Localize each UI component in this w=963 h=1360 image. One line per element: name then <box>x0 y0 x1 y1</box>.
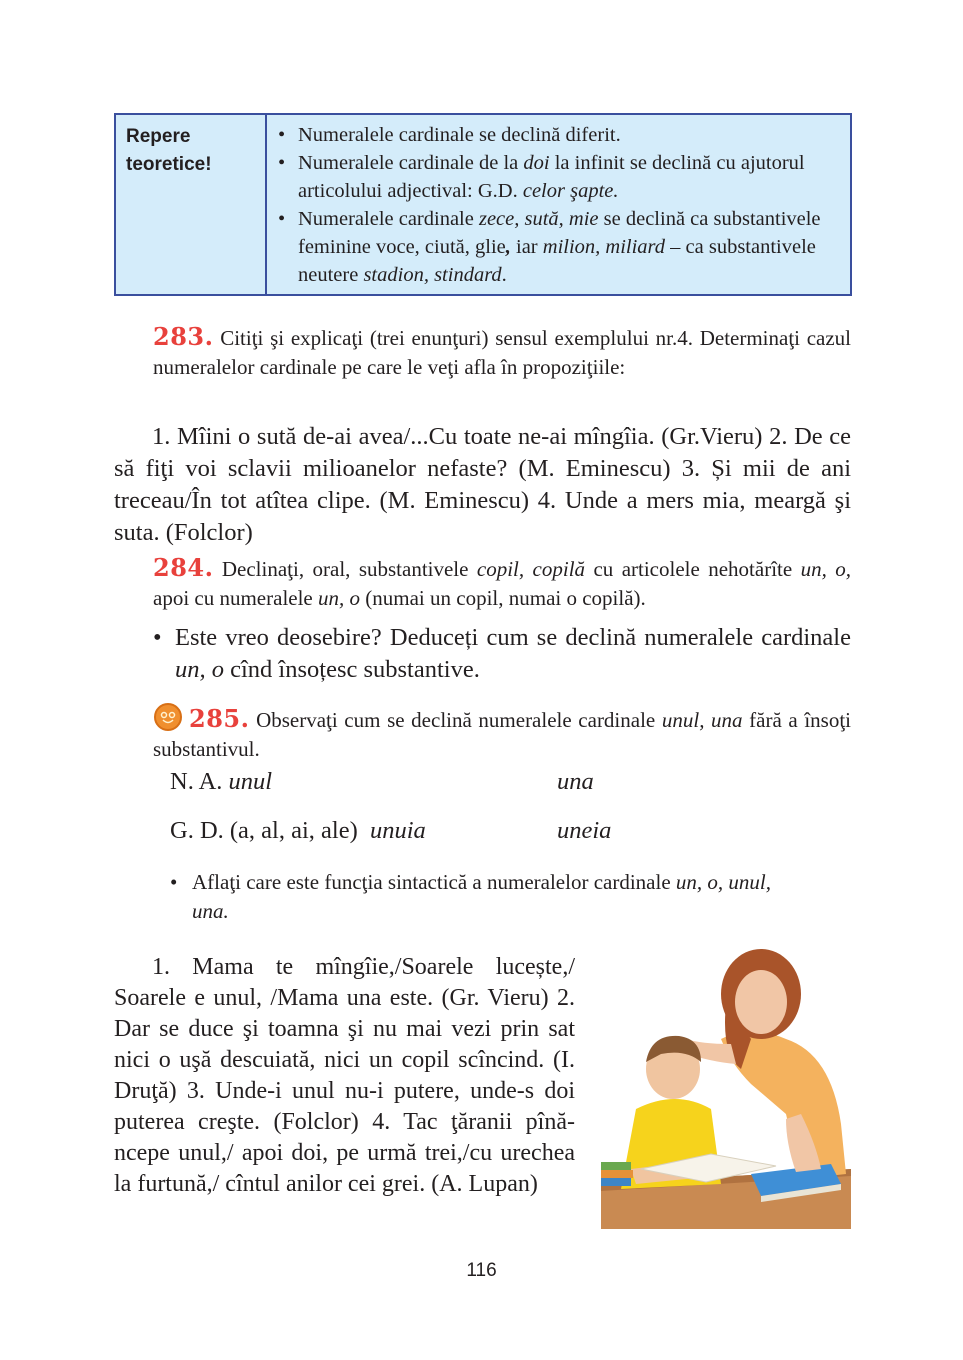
e284-b: copil, copilă <box>476 557 586 581</box>
e284-e: apoi cu numeralele <box>153 586 319 610</box>
e285-b: unul, una <box>661 708 743 732</box>
exercise-285-number: 285. <box>189 704 250 733</box>
t-b3i: . <box>501 264 507 286</box>
row2-masc: unuia <box>370 817 426 844</box>
e285-a: Observaţi cum se declină numeralele cardinale <box>256 708 662 732</box>
page-number: 116 <box>466 1260 497 1281</box>
e284-g: (numai un copil, numai o copilă). <box>360 586 646 610</box>
theory-bullet-1: • Numeralele cardinale se declină diferit. <box>278 124 621 146</box>
theory-heading-line2: teoretice! <box>126 154 212 175</box>
t-b2d: celor şapte. <box>522 180 619 202</box>
exercise-283-number: 283. <box>153 322 214 351</box>
theory-list <box>276 121 846 289</box>
e284-a: Declinaţi, oral, substantivele <box>221 557 477 581</box>
exercise-284-number: 284. <box>153 553 214 582</box>
e284-bullet-c: cînd însoțesc substantive. <box>224 656 480 683</box>
exercise-285-bullet <box>170 868 810 926</box>
bullet-dot: • <box>153 624 162 651</box>
row2-label: G. D. (a, al, ai, ale) <box>170 817 370 844</box>
exercise-283-text: 1. Mîini o sută de-ai avea/...Cu toate ne-ai mîngîia. (Gr.Vieru) 2. De ce să fiţi voi sclavii milioanelor nefaste? (M. Eminescu) 3. Și mii de ani treceau/În tot atîtea clipe. (M. Eminescu) 4. Unde a mers mia, meargă şi suta. (Folclor) <box>114 423 851 546</box>
e284-f: un, o <box>318 586 361 610</box>
exercise-283-instruction-text: Citiţi şi explicaţi (trei enunţuri) sensul exemplului nr.4. Determinaţi cazul numeralelor cardinale pe care le veţi afla în propoziţiile: <box>153 326 852 379</box>
declension-row-genitive <box>170 815 426 847</box>
e285-bullet-b: un, o, unul, una. <box>192 870 771 923</box>
row2-fem: uneia <box>557 817 612 844</box>
declension-row-genitive-fem <box>557 815 611 847</box>
exercise-285-text: 1. Mama te mîngîie,/Soarele lucește,/ Soarele e unul, /Mama una este. (Gr. Vieru) 2. Dar se duce şi toamna şi nu mai vezi prin sat nici o uşă descuiată, nici un copil scîncind. (I. Druţă) 3. Unde-i unul nu-i putere, unde-s doi puterea creşte. (Folclor) 4. Tac ţăranii pînă-ncepe unul,/ apoi doi, pe urmă trei,/cu urechea la furtună,/ cîntul anilor cei grei. (A. Lupan) <box>114 954 575 1197</box>
row1-masc: unul <box>228 768 273 795</box>
e284-d: un, o, <box>800 557 852 581</box>
row1-fem: una <box>557 768 594 795</box>
t-b3e: iar <box>510 236 543 258</box>
declension-row-nominative <box>170 766 272 798</box>
e285-bullet-a: Aflaţi care este funcţia sintactică a numeralelor cardinale <box>192 870 676 894</box>
e285-c: fără a însoţi substantivul. <box>153 708 852 761</box>
theory-box <box>114 113 852 296</box>
e284-bullet-a: Este vreo deosebire? Deduceți cum se declină numeralele cardinale <box>175 624 851 651</box>
bullet-dot: • <box>170 870 178 894</box>
e284-bullet-b: un, o <box>175 656 224 683</box>
t-b2a: Numeralele cardinale de la <box>298 152 524 174</box>
exercise-284-instruction <box>153 553 851 613</box>
exercise-283-instruction <box>153 322 851 382</box>
row1-label: N. A. <box>170 768 229 795</box>
t-b2c: la infinit se declină cu ajutorul articolului adjectival: G.D. <box>298 152 805 202</box>
t-b3a: Numeralele cardinale <box>298 208 479 230</box>
t-b3g: – ca substantivele neutere <box>298 236 816 286</box>
declension-row-nominative-fem <box>557 766 594 798</box>
theory-bullet-1-text: Numeralele cardinale se declină diferit. <box>298 124 621 146</box>
e284-c: cu articolele nehotărîte <box>585 557 801 581</box>
theory-heading-line1: Repere <box>126 126 191 147</box>
theory-bullet-3: • Numeralele cardinale zece, sută, mie se declină ca substantivele feminine voce, ciută, glie, iar milion, miliard – ca substantivele neutere stadion, stindard. <box>278 208 821 286</box>
exercise-285-instruction <box>153 704 851 764</box>
t-b2b: doi <box>523 152 550 174</box>
t-b3f: milion, miliard <box>542 236 666 258</box>
theory-heading <box>116 115 267 294</box>
exercise-284-bullet <box>153 622 851 686</box>
t-b3b: zece, sută, mie <box>478 208 599 230</box>
t-b3h: stadion, stindard <box>363 264 502 286</box>
t-b3c: se declină ca substantivele feminine voce, ciută, glie <box>298 208 821 258</box>
t-b3d: , <box>505 236 511 258</box>
mother-and-son-reading-photo <box>601 944 851 1229</box>
theory-bullet-2: • Numeralele cardinale de la doi la infinit se declină cu ajutorul articolului adjectival: G.D. celor şapte. <box>278 152 805 202</box>
